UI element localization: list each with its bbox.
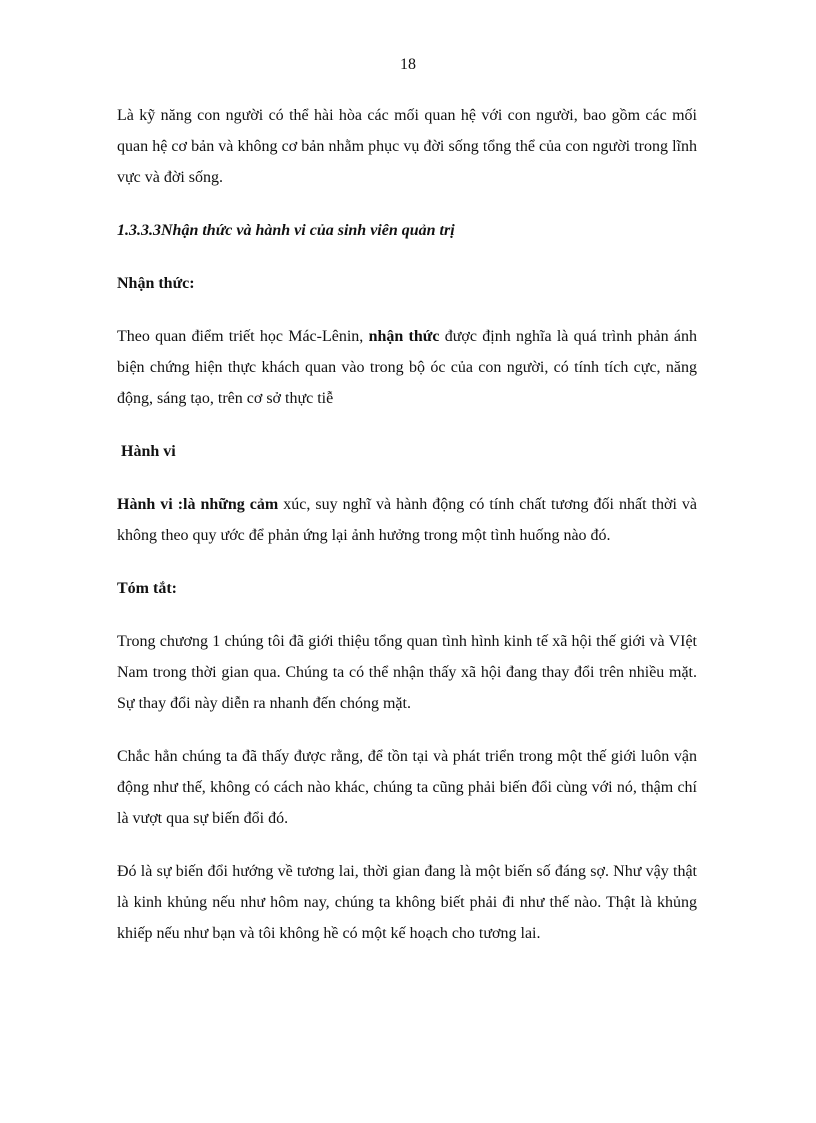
document-body xyxy=(117,100,697,949)
text-after: xúc, suy nghĩ và hành động có tính chất tương đối nhất thời và không theo quy ước để phản ứng lại ảnh hưởng trong một tình huống nào đó. xyxy=(117,496,698,544)
term-nhan-thuc: nhận thức xyxy=(368,328,440,345)
text-after: được định nghĩa là quá trình phản ánh biện chứng hiện thực khách quan vào trong bộ óc của con người, có tính tích cực, năng động, sáng tạo, trên cơ sở thực tiễ xyxy=(117,328,697,407)
page-number: 18 xyxy=(400,56,416,73)
heading-tom-tat: Tóm tắt: xyxy=(117,580,177,597)
paragraph-summary-1: Trong chương 1 chúng tôi đã giới thiệu tổng quan tình hình kinh tế xã hội thế giới và VIệt Nam trong thời gian qua. Chúng ta có thể nhận thấy xã hội đang thay đổi trên nhiều mặt. Sự thay đổi này diễn ra nhanh đến chóng mặt. xyxy=(117,633,697,712)
section-heading: 1.3.3.3Nhận thức và hành vi của sinh viên quản trị xyxy=(117,222,455,239)
paragraph-intro: Là kỹ năng con người có thể hài hòa các mối quan hệ với con người, bao gồm các mối quan hệ cơ bản và không cơ bản nhằm phục vụ đời sống tổng thể của con người trong lĩnh vực và đời sống. xyxy=(117,107,697,186)
term-hanh-vi: Hành vi :là những cảm xyxy=(117,496,279,513)
paragraph-hanh-vi xyxy=(117,489,697,551)
paragraph-summary-3: Đó là sự biến đổi hướng về tương lai, thời gian đang là một biến số đáng sợ. Như vậy thật là kinh khủng nếu như hôm nay, chúng ta không biết phải đi như thế nào. Thật là khủng khiếp nếu như bạn và tôi không hề có một kế hoạch cho tương lai. xyxy=(117,863,697,942)
heading-hanh-vi: Hành vi xyxy=(121,443,176,460)
paragraph-nhan-thuc xyxy=(117,321,697,414)
heading-nhan-thuc: Nhận thức: xyxy=(117,275,195,292)
text-before: Theo quan điểm triết học Mác-Lênin, xyxy=(117,328,369,345)
paragraph-summary-2: Chắc hẳn chúng ta đã thấy được rằng, để tồn tại và phát triển trong một thế giới luôn vận động như thế, không có cách nào khác, chúng ta cũng phải biến đổi cùng với nó, thậm chí là vượt qua sự biến đổi đó. xyxy=(117,748,697,827)
